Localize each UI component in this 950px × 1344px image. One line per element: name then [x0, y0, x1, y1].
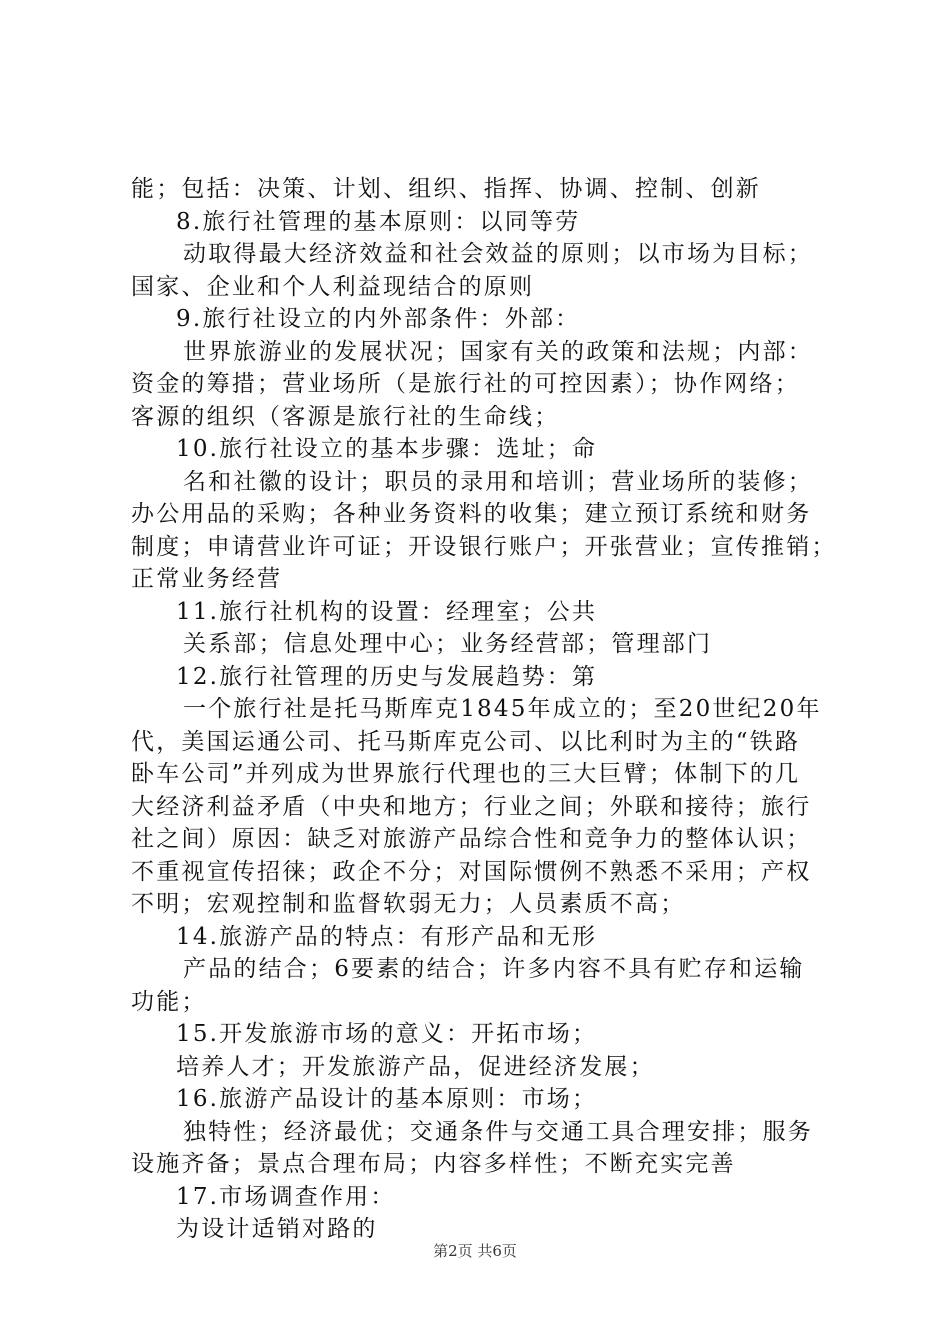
text-line: 8.旅行社管理的基本原则：以同等劳 [176, 208, 581, 235]
text-line: 17.市场调查作用： [176, 1183, 396, 1210]
text-line: 国家、企业和个人利益现结合的原则 [131, 273, 535, 300]
text-line: 培养人才；开发旅游产品，促进经济发展； [176, 1053, 655, 1080]
text-line: 15.开发旅游市场的意义：开拓市场； [176, 1021, 598, 1047]
text-line: 正常业务经营 [131, 566, 283, 592]
text-line: 资金的筹措；营业场所（是旅行社的可控因素）；协作网络； [131, 371, 800, 397]
text-line: 产品的结合；6要素的结合；许多内容不具有贮存和运输 [183, 956, 805, 982]
text-line: 代，美国运通公司、托马斯库克公司、以比利时为主的“铁路 [131, 728, 801, 755]
document-body [131, 173, 837, 1246]
text-line: 名和社徽的设计；职员的录用和培训；营业场所的装修； [183, 468, 813, 495]
text-line: 大经济利益矛盾（中央和地方；行业之间；外联和接待；旅行 [131, 793, 812, 820]
page-footer: 第2页 共6页 [433, 1242, 517, 1260]
text-line: 功能； [131, 988, 207, 1015]
text-line: 为设计适销对路的 [176, 1216, 378, 1242]
text-line: 世界旅游业的发展状况；国家有关的政策和法规；内部： [183, 338, 813, 365]
text-line: 客源的组织（客源是旅行社的生命线； [131, 403, 560, 430]
text-line: 10.旅行社设立的基本步骤：选址；命 [176, 436, 598, 462]
text-line: 设施齐备；景点合理布局；内容多样性；不断充实完善 [131, 1151, 736, 1177]
text-line: 关系部；信息处理中心；业务经营部；管理部门 [183, 631, 713, 657]
text-line: 社之间）原因：缺乏对旅游产品综合性和竞争力的整体认识； [131, 826, 812, 852]
text-line: 11.旅行社机构的设置：经理室；公共 [176, 598, 598, 625]
text-line: 能；包括：决策、计划、组织、指挥、协调、控制、创新 [131, 176, 761, 202]
text-line: 动取得最大经济效益和社会效益的原则；以市场为目标； [183, 241, 813, 267]
text-line: 9.旅行社设立的内外部条件：外部： [176, 306, 581, 332]
text-line: 办公用品的采购；各种业务资料的收集；建立预订系统和财务 [131, 501, 812, 527]
text-line: 不明；宏观控制和监督软弱无力；人员素质不高； [131, 891, 686, 917]
text-line: 不重视宣传招徕；政企不分；对国际惯例不熟悉不采用；产权 [131, 858, 812, 885]
text-line: 14.旅游产品的特点：有形产品和无形 [176, 923, 598, 950]
text-line: 制度；申请营业许可证；开设银行账户；开张营业；宣传推销； [131, 533, 837, 560]
text-line: 卧车公司”并列成为世界旅行代理也的三大巨臂；体制下的几 [131, 761, 801, 787]
text-line: 16.旅游产品设计的基本原则：市场； [176, 1086, 598, 1112]
text-line: 一个旅行社是托马斯库克1845年成立的；至20世纪20年 [183, 696, 822, 722]
text-line: 12.旅行社管理的历史与发展趋势：第 [176, 663, 598, 690]
text-line: 独特性；经济最优；交通条件与交通工具合理安排；服务 [183, 1118, 813, 1145]
